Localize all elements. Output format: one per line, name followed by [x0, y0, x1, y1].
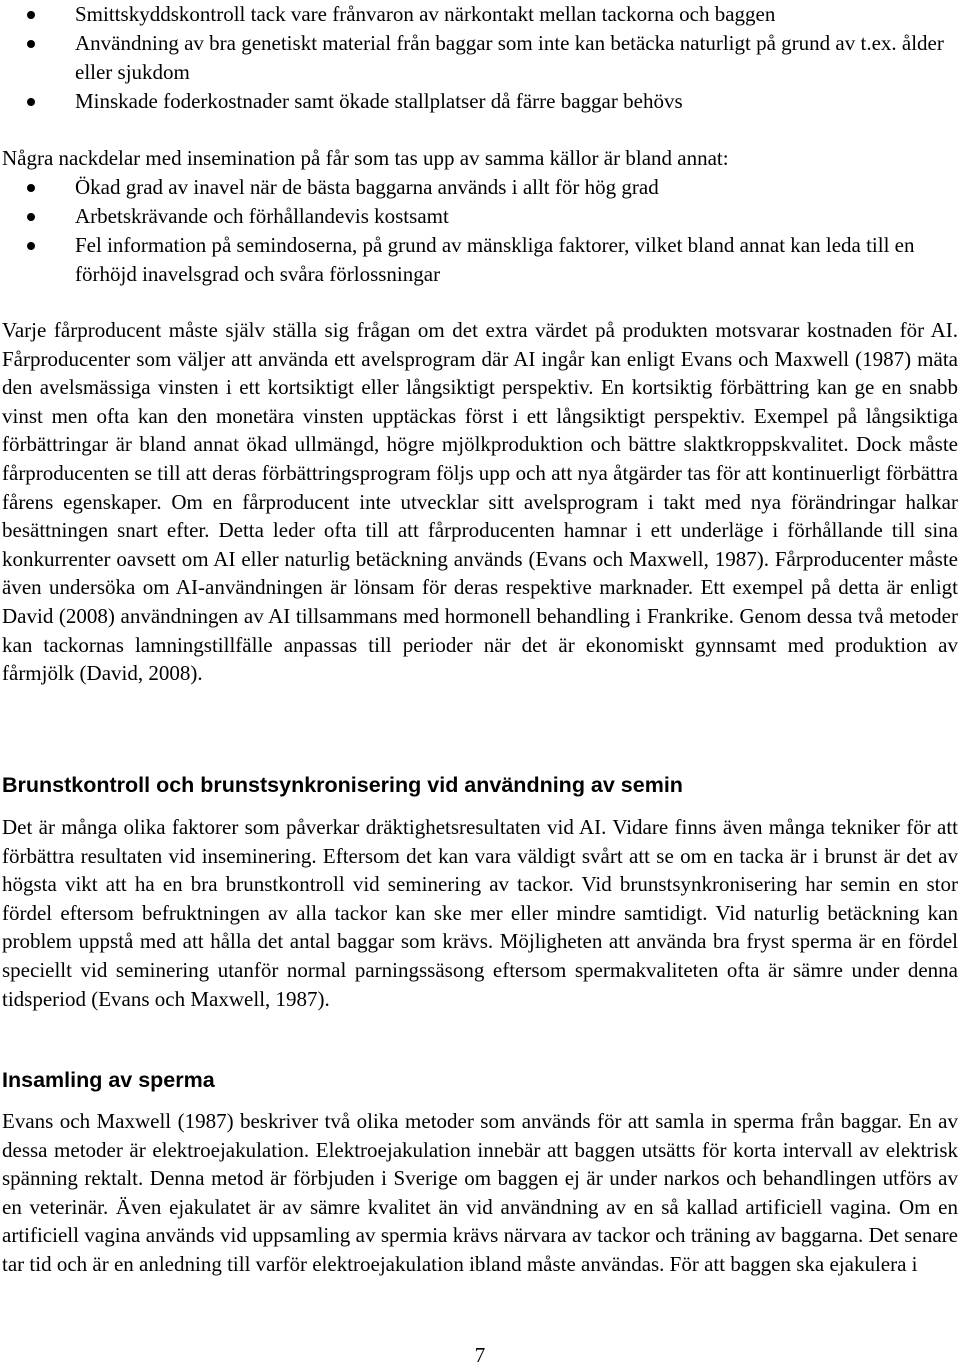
list-item-text: Ökad grad av inavel när de bästa baggarna används i allt för hög grad — [75, 175, 659, 199]
list-item — [2, 231, 958, 289]
estrus-paragraph: Det är många olika faktorer som påverkar dräktighetsresultaten vid AI. Vidare finns även många tekniker för att förbättra resultaten vid inseminering. Eftersom det kan vara väldigt svårt att se om en tacka är i brunst är det av högsta vikt att ha en bra brunstkontroll vid seminering av tackor. Vid brunstsynkronisering har semin en stor fördel eftersom befruktningen av alla tackor kan ske mer eller mindre samtidigt. Vid naturlig betäckning kan problem uppstå med att hålla det antal baggar som krävs. Möjligheten att använda bra fryst sperma är en fördel speciellt vid seminering utanför normal parningssäsong eftersom spermakvaliteten ofta är sämre under denna tidsperiod (Evans och Maxwell, 1987). — [2, 815, 958, 1011]
section-heading-estrus: Brunstkontroll och brunstsynkronisering vid användning av semin — [2, 773, 683, 797]
list-item-text: Fel information på semindoserna, på grund av mänskliga faktorer, vilket bland annat kan leda till en förhöjd inavelsgrad och svåra förlossningar — [75, 233, 915, 286]
list-item-text: Användning av bra genetiskt material från baggar som inte kan betäcka naturligt på grund av t.ex. ålder eller sjukdom — [75, 31, 944, 84]
list-item-text: Minskade foderkostnader samt ökade stallplatser då färre baggar behövs — [75, 89, 683, 113]
list-item — [2, 29, 958, 87]
list-item-text: Smittskyddskontroll tack vare frånvaron av närkontakt mellan tackorna och baggen — [75, 2, 776, 26]
bullet-icon — [27, 184, 35, 192]
list-item — [2, 0, 958, 29]
section-heading-collection: Insamling av sperma — [2, 1068, 215, 1092]
producer-paragraph: Varje fårproducent måste själv ställa sig frågan om det extra värdet på produkten motsvarar kostnaden för AI. Fårproducenter som väljer att använda ett avelsprogram där AI ingår kan enligt Evans och Maxwell (1987) mäta den avelsmässiga vinsten i ett kortsiktigt eller långsiktigt perspektiv. En kortsiktig förbättring kan ge en snabb vinst men ofta kan den monetära vinsten upptäckas först i ett långsiktigt perspektiv. Exempel på långsiktiga förbättringar är bland annat ökad ullmängd, högre mjölkproduktion och bättre slaktkroppskvalitet. Dock måste fårproducenten se till att deras förbättringsprogram följs upp och att nya åtgärder tas för att kontinuerligt förbättra fårens egenskaper. Om en fårproducent inte utvecklar sitt avelsprogram i takt med nya förändringar halkar besättningen snart efter. Detta leder ofta till att fårproducenten hamnar i ett underläge i förhållande till sina konkurrenter oavsett om AI eller naturlig betäckning används (Evans och Maxwell, 1987). Fårproducenter måste även undersöka om AI-användningen är lönsam för deras respektive marknader. Ett exempel på detta är enligt David (2008) användningen av AI tillsammans med hormonell behandling i Frankrike. Genom dessa två metoder kan tackornas lamningstillfälle anpassas till perioder när det är ekonomiskt gynnsamt med produktion av fårmjölk (David, 2008). — [2, 318, 958, 686]
list-item-text: Arbetskrävande och förhållandevis kostsamt — [75, 204, 449, 228]
disadvantages-list — [2, 173, 958, 289]
advantages-list — [2, 0, 958, 116]
bullet-icon — [27, 98, 35, 106]
page-number: 7 — [474, 1343, 486, 1367]
disadvantages-intro: Några nackdelar med insemination på får som tas upp av samma källor är bland annat: — [2, 146, 729, 170]
bullet-icon — [27, 40, 35, 48]
collection-paragraph: Evans och Maxwell (1987) beskriver två olika metoder som används för att samla in sperma från baggar. En av dessa metoder är elektroejakulation. Elektroejakulation innebär att baggen utsätts för korta intervall av elektrisk spänning rektalt. Denna metod är förbjuden i Sverige om baggen ej är under narkos och behandlingen utförs av en veterinär. Även ejakulatet är av sämre kvalitet än vid användning av en så kallad artificiell vagina. Om en artificiell vagina används vid uppsamling av spermia krävs närvara av tackor och träning av baggarna. Det senare tar tid och är en anledning till varför elektroejakulation ibland måste användas. För att baggen ska ejakulera i — [2, 1109, 958, 1276]
list-item — [2, 202, 958, 231]
bullet-icon — [27, 213, 35, 221]
bullet-icon — [27, 242, 35, 250]
bullet-icon — [27, 11, 35, 19]
list-item — [2, 87, 958, 116]
list-item — [2, 173, 958, 202]
